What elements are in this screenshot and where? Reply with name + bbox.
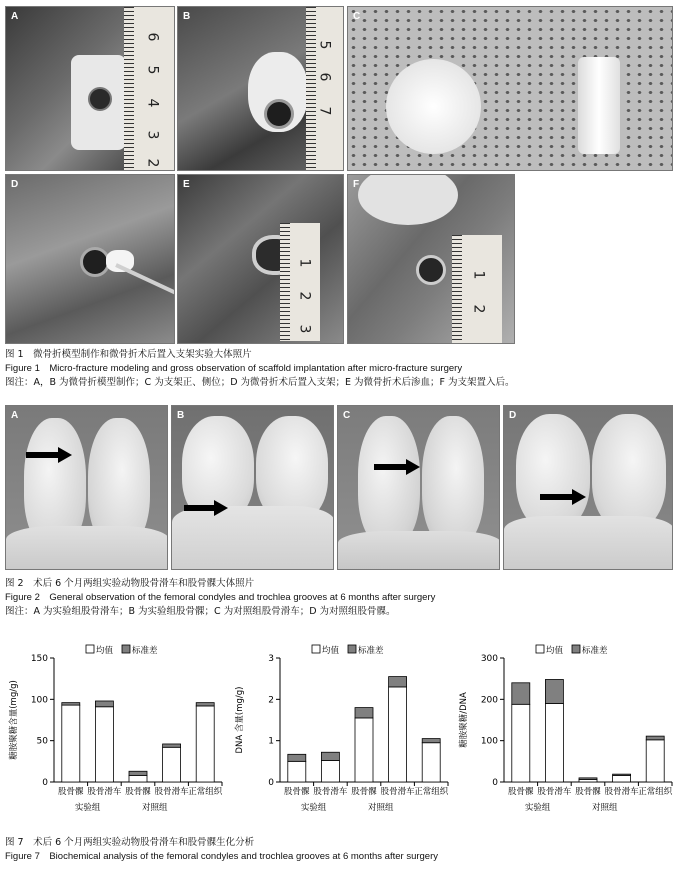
ruler (452, 235, 502, 344)
group-label: 实验组 (524, 803, 551, 813)
fig2-panel-d (503, 405, 673, 570)
y-tick-label: 300 (480, 654, 498, 664)
bar-mean (512, 704, 530, 782)
legend-sd-swatch (348, 645, 356, 653)
group-label: 对照组 (368, 803, 394, 813)
figure1-caption-en: Figure 1 Micro-fracture modeling and gross observation of scaffold implantation after micro-fracture surgery (5, 363, 463, 374)
ruler-number: 1 (296, 258, 313, 268)
bar-mean (196, 706, 214, 782)
condyle-left (358, 416, 420, 546)
x-tick-label: 股骨滑车 (604, 787, 639, 797)
fig1-panel-f (347, 174, 515, 344)
ruler-number: 3 (296, 324, 313, 334)
bar-mean (163, 747, 181, 782)
legend-mean-swatch (312, 645, 320, 653)
x-tick-label: 股骨滑车 (380, 787, 415, 797)
fig2-panel-c (337, 405, 500, 570)
panel-label: E (183, 179, 190, 190)
y-tick-label: 100 (480, 736, 498, 747)
bar-sd (646, 736, 664, 740)
bar-mean (321, 761, 339, 782)
x-tick-label: 股骨髁 (351, 787, 377, 797)
y-axis-label: 糖胺聚糖含量(mg/g) (9, 680, 19, 760)
ruler-number: 1 (470, 270, 487, 280)
ruler (280, 223, 320, 341)
bar-mean (613, 775, 631, 782)
bar-sd (196, 703, 214, 706)
bar-sd (512, 683, 530, 704)
arrow-icon (540, 489, 586, 505)
scaffold-front (386, 59, 481, 154)
scaffold-side (578, 57, 620, 154)
dna-content-chart (228, 644, 458, 830)
group-label: 实验组 (300, 803, 327, 813)
group-label: 对照组 (592, 803, 618, 813)
legend-label-mean: 均值 (546, 646, 564, 656)
fig1-panel-a (5, 6, 175, 171)
gag-dna-ratio-chart (452, 644, 682, 830)
bar-sd (163, 744, 181, 747)
fig2-panel-b (171, 405, 334, 570)
forceps (115, 263, 175, 296)
fig1-panel-b (177, 6, 344, 171)
y-tick-label: 3 (268, 654, 274, 664)
panel-label: F (353, 179, 360, 190)
x-tick-label: 正常组织 (414, 787, 449, 797)
panel-label: B (183, 11, 191, 22)
ruler-number: 5 (144, 65, 161, 75)
ruler-number: 4 (144, 98, 161, 108)
ruler-number: 6 (316, 72, 333, 82)
bar-sd (613, 774, 631, 775)
group-label: 对照组 (142, 803, 168, 813)
x-tick-label: 股骨髁 (575, 787, 601, 797)
ruler-number: 7 (316, 106, 333, 116)
y-tick-label: 0 (492, 778, 498, 788)
ruler-number: 5 (316, 40, 333, 50)
legend-label-mean: 均值 (96, 646, 114, 656)
condyle-right (592, 414, 666, 529)
bar-mean (389, 687, 407, 782)
legend-label-sd: 标准差 (582, 646, 608, 656)
group-label: 实验组 (74, 803, 101, 813)
panel-label: D (509, 410, 517, 421)
legend-label-sd: 标准差 (358, 646, 384, 656)
bar-sd (321, 752, 339, 760)
panel-label: C (343, 410, 351, 421)
x-tick-label: 股骨滑车 (313, 787, 348, 797)
y-tick-label: 1 (268, 736, 274, 747)
figure2-caption-en: Figure 2 General observation of the femoral condyles and trochlea grooves at 6 months after surgery (5, 592, 436, 603)
ruler-number: 2 (144, 158, 161, 168)
drill-hole (264, 99, 294, 129)
legend-sd-swatch (572, 645, 580, 653)
implant-site (416, 255, 446, 285)
x-tick-label: 股骨滑车 (87, 787, 122, 797)
panel-label: D (11, 179, 19, 190)
legend-sd-swatch (122, 645, 130, 653)
fig1-panel-c (347, 6, 673, 171)
ruler-number: 3 (144, 130, 161, 140)
figure1-note: 图注：A，B 为微骨折模型制作；C 为支架正、侧位；D 为微骨折术后置入支架；E 为微骨折术后渗血；F 为支架置入后。 (5, 377, 515, 388)
glove (358, 174, 458, 225)
figure1-caption-cn: 图 1 微骨折模型制作和微骨折术后置入支架实验大体照片 (5, 349, 252, 360)
bar-mean (646, 740, 664, 782)
bar-mean (355, 718, 373, 782)
y-tick-label: 150 (30, 654, 48, 664)
bar-mean (288, 761, 306, 782)
arrow-icon (26, 447, 72, 463)
ruler (306, 7, 344, 171)
arrow-icon (184, 500, 228, 516)
y-axis-label: DNA 含量(mg/g) (235, 686, 245, 754)
bar-sd (288, 754, 306, 761)
figure7-caption-en: Figure 7 Biochemical analysis of the femoral condyles and trochlea grooves at 6 months after surgery (5, 851, 438, 862)
gag-content-chart (2, 644, 232, 830)
legend-mean-swatch (86, 645, 94, 653)
ruler-number: 6 (144, 32, 161, 42)
tissue-base (6, 526, 168, 570)
bar-sd (545, 679, 563, 703)
bar-sd (355, 708, 373, 718)
figure2-note: 图注：A 为实验组股骨滑车；B 为实验组股骨髁；C 为对照组股骨滑车；D 为对照组股骨髁。 (5, 606, 396, 617)
drill-hole (88, 87, 112, 111)
legend-mean-swatch (536, 645, 544, 653)
y-tick-label: 0 (42, 778, 48, 788)
condyle-right (422, 416, 484, 546)
panel-label: A (11, 11, 19, 22)
tissue-base (338, 531, 500, 570)
condyle-left (516, 414, 590, 529)
x-tick-label: 股骨滑车 (537, 787, 572, 797)
y-tick-label: 200 (480, 695, 498, 706)
bar-mean (62, 705, 80, 782)
bar-sd (422, 739, 440, 743)
x-tick-label: 股骨髁 (58, 787, 84, 797)
panel-label: B (177, 410, 185, 421)
ruler-number: 2 (470, 304, 487, 314)
legend-label-sd: 标准差 (132, 646, 158, 656)
y-axis-label: 糖胺聚糖/DNA (459, 692, 469, 748)
x-tick-label: 正常组织 (188, 787, 223, 797)
y-tick-label: 0 (268, 778, 274, 788)
bar-sd (129, 771, 147, 775)
panel-label: A (11, 410, 19, 421)
y-tick-label: 2 (268, 695, 274, 706)
x-tick-label: 股骨髁 (284, 787, 310, 797)
bar-sd (95, 701, 113, 707)
y-tick-label: 50 (36, 736, 48, 747)
bar-mean (95, 707, 113, 782)
bar-mean (129, 775, 147, 782)
fig1-panel-d (5, 174, 175, 344)
legend-label-mean: 均值 (322, 646, 340, 656)
x-tick-label: 正常组织 (638, 787, 673, 797)
fig1-panel-e (177, 174, 344, 344)
bar-sd (62, 703, 80, 705)
arrow-icon (374, 459, 420, 475)
bar-sd (579, 778, 597, 780)
panel-label: C (353, 11, 361, 22)
tissue-base (504, 516, 673, 570)
bar-mean (422, 743, 440, 782)
x-tick-label: 股骨髁 (508, 787, 534, 797)
bar-sd (389, 677, 407, 687)
fig2-panel-a (5, 405, 168, 570)
bar-mean (545, 703, 563, 782)
y-tick-label: 100 (30, 695, 48, 706)
x-tick-label: 股骨滑车 (154, 787, 189, 797)
x-tick-label: 股骨髁 (125, 787, 151, 797)
ruler-number: 2 (296, 291, 313, 301)
figure2-caption-cn: 图 2 术后 6 个月两组实验动物股骨滑车和股骨髁大体照片 (5, 578, 255, 589)
figure7-caption-cn: 图 7 术后 6 个月两组实验动物股骨滑车和股骨髁生化分析 (5, 837, 255, 848)
